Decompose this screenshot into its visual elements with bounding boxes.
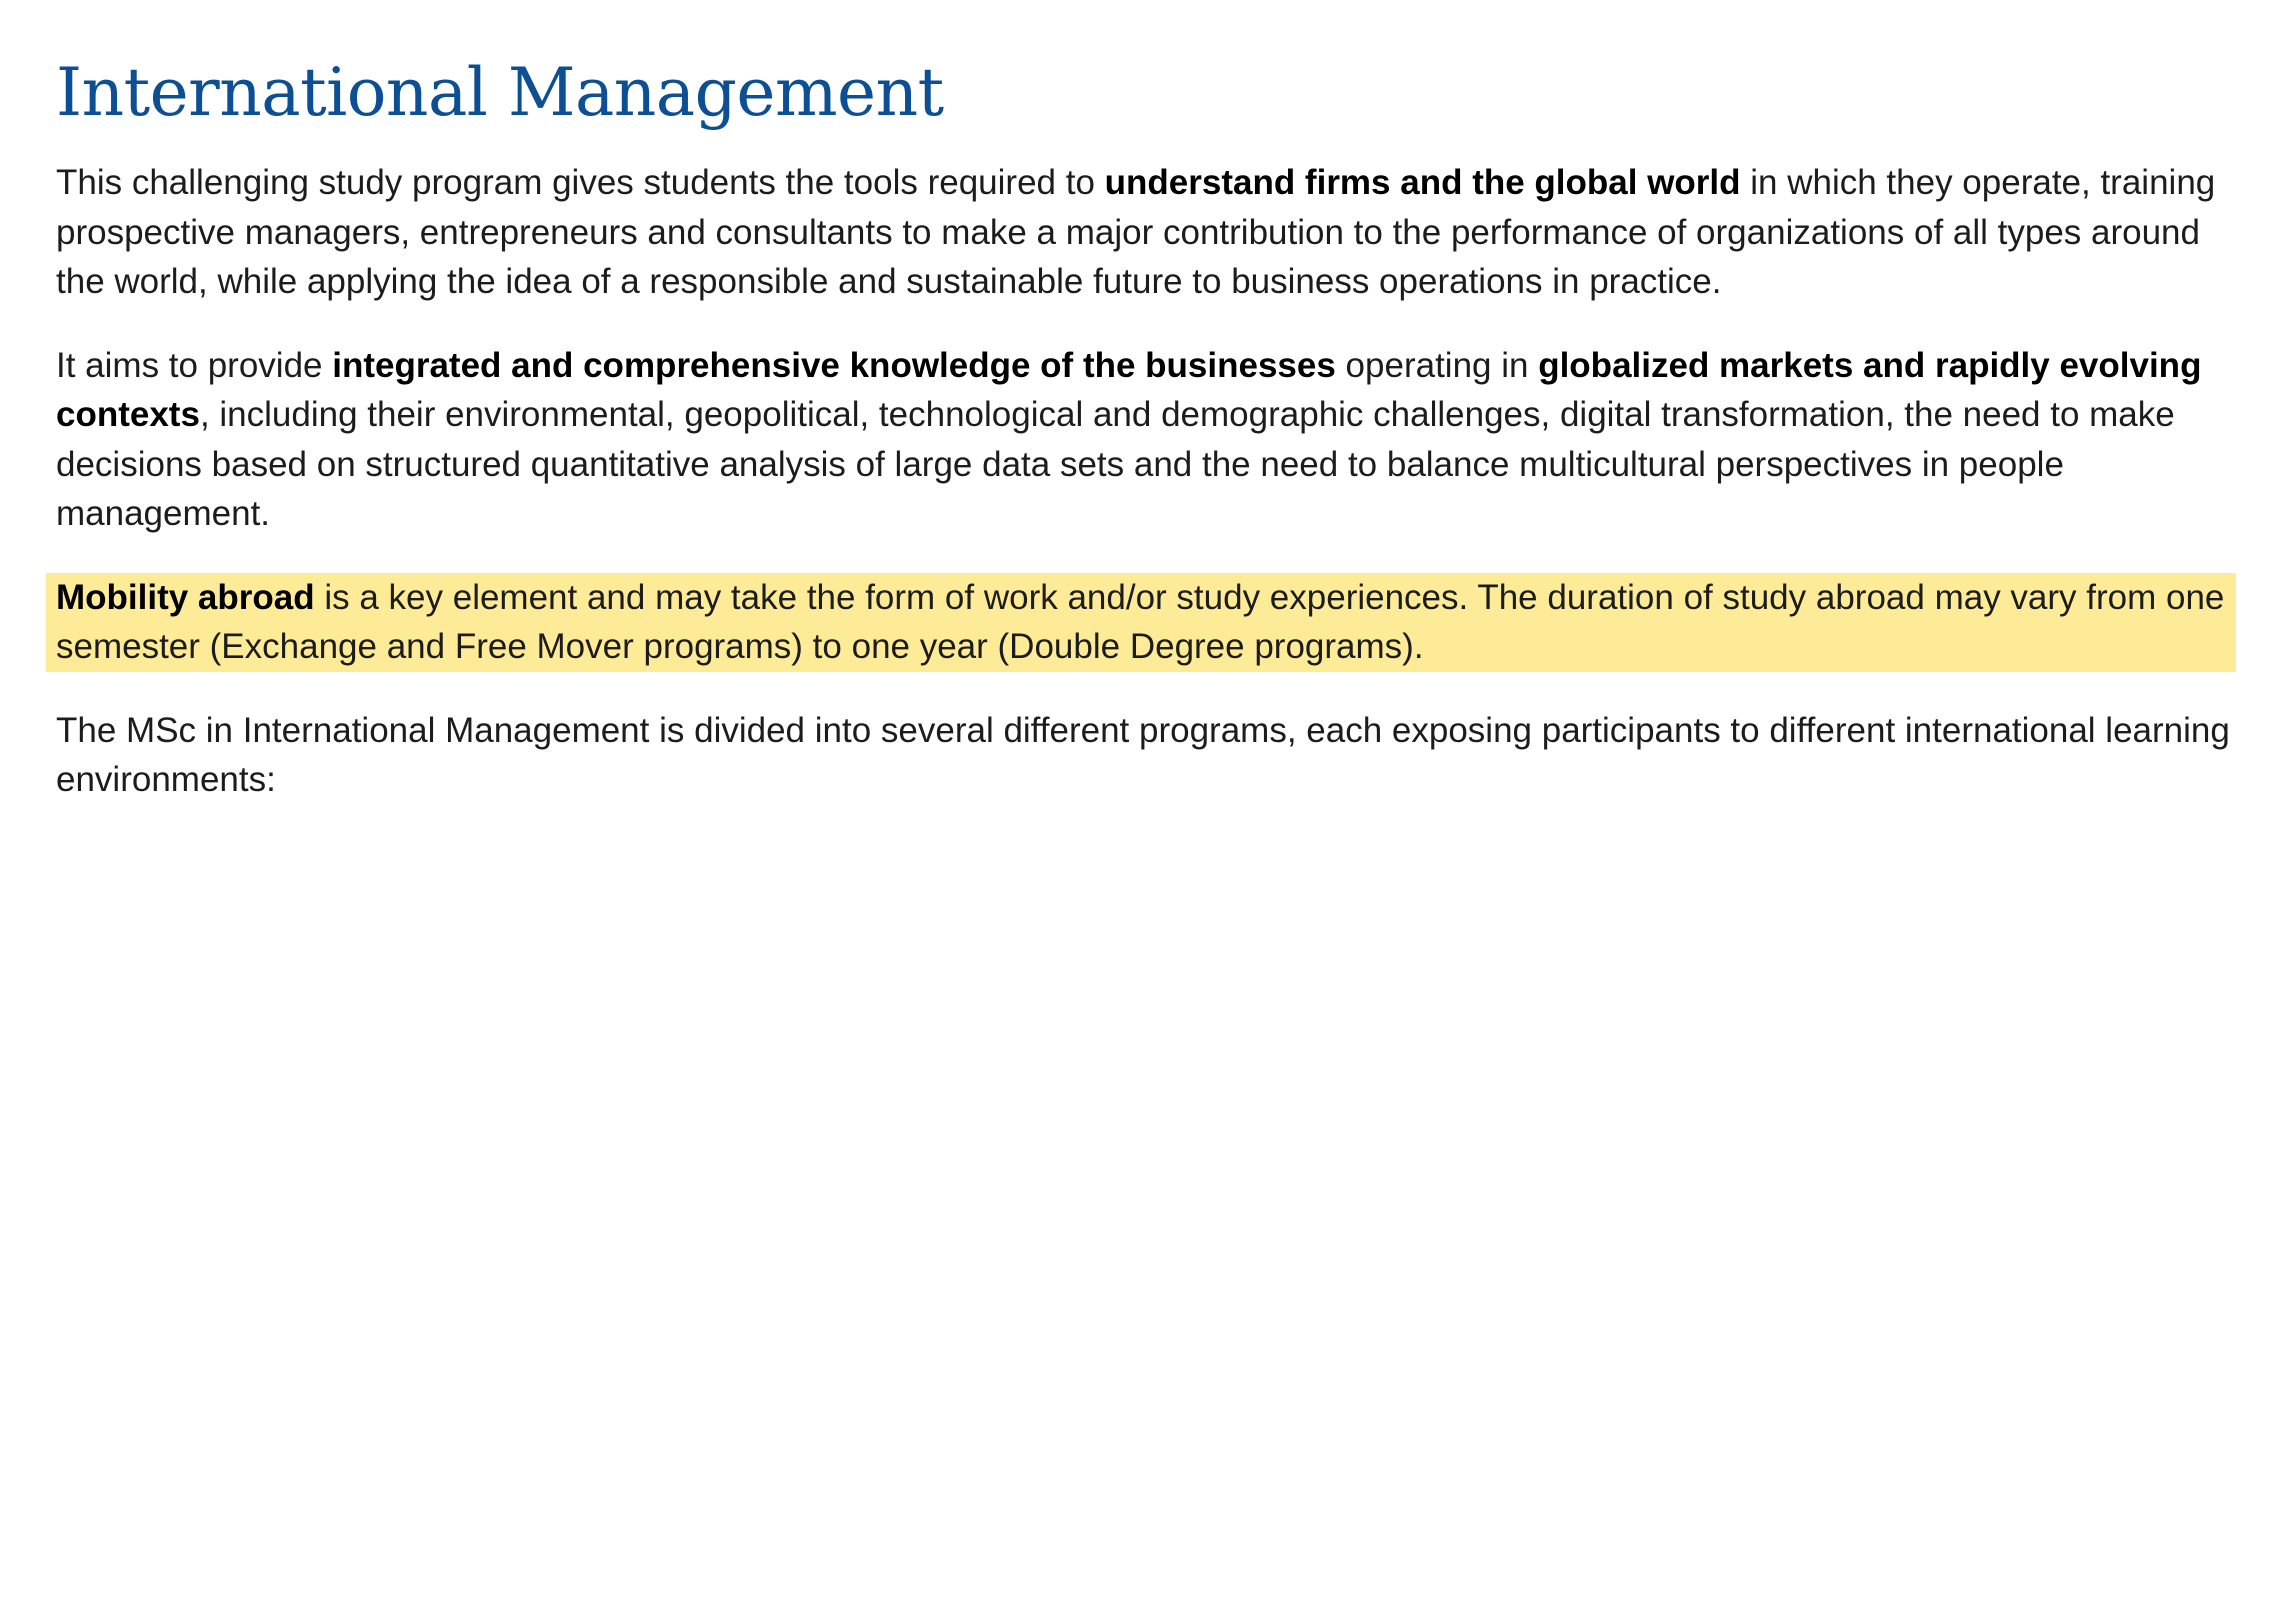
page-content xyxy=(56,48,2236,839)
intro-paragraph xyxy=(56,158,2236,307)
mobility-bold: Mobility abroad xyxy=(56,577,315,617)
mobility-text: is a key element and may take the form of work and/or study experiences. The duration of study abroad may vary from one semester (Exchange and Free Mover programs) to one year (Double Degree programs). xyxy=(56,577,2225,666)
aims-paragraph xyxy=(56,341,2236,539)
intro-text-1: This challenging study program gives students the tools required to xyxy=(56,163,1105,202)
intro-text-2: in which they operate, training prospective managers, entrepreneurs and consultants to make a major contribution to the performance of organizations of all types around the world, while applying the idea of a responsible and sustainable future to business operations in practice. xyxy=(56,163,2216,301)
page-title: International Management xyxy=(56,54,944,131)
intro-bold-1: understand firms and the global world xyxy=(1104,163,1741,202)
aims-text-3: , including their environmental, geopolitical, technological and demographic challenges, digital transformation, the need to make decisions based on structured quantitative analysis of large data sets and the need to balance multicultural perspectives in people management. xyxy=(56,395,2175,533)
aims-bold-1: integrated and comprehensive knowledge of the businesses xyxy=(332,345,1336,385)
aims-text-2: operating in xyxy=(1335,345,1539,385)
programs-paragraph xyxy=(56,706,2236,805)
aims-text-1: It aims to provide xyxy=(56,345,333,385)
mobility-paragraph-highlighted xyxy=(46,573,2236,672)
programs-text: The MSc in International Management is divided into several different programs, each exposing participants to different international learning environments: xyxy=(56,710,2230,799)
aims-bold-2: globalized markets and rapidly evolving contexts xyxy=(56,345,2202,434)
